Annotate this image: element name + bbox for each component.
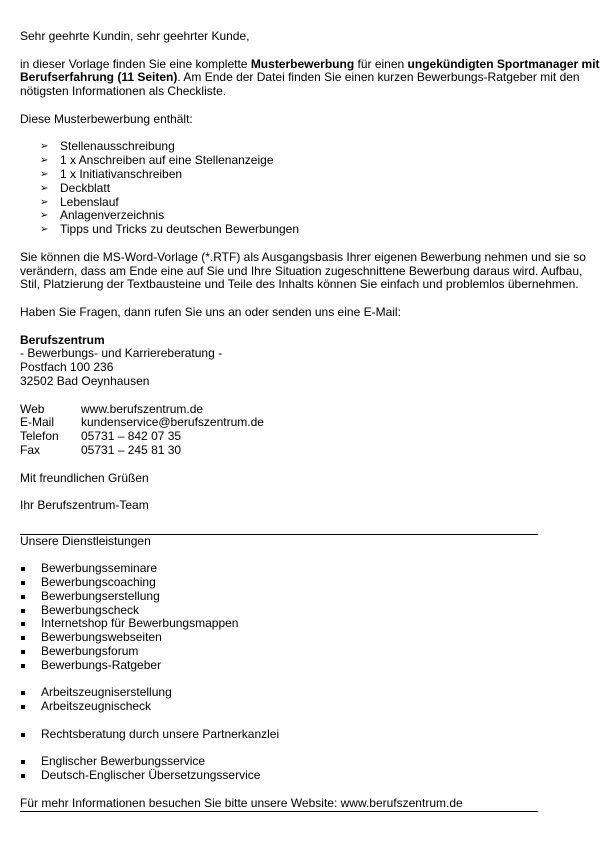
services-list-certificates xyxy=(20,686,600,714)
fax-value: 05731 – 245 81 30 xyxy=(81,442,182,457)
signature: Ihr Berufszentrum-Team xyxy=(20,498,149,513)
square-bullet-icon xyxy=(21,774,25,778)
square-bullet-icon xyxy=(21,622,25,626)
company-city: 32502 Bad Oeynhausen xyxy=(20,373,150,388)
square-bullet-icon xyxy=(21,705,25,709)
usage-paragraph: Sie können die MS-Word-Vorlage (*.RTF) als Ausgangsbasis Ihrer eigenen Bewerbung nehmen und sie so verändern, dass am Ende eine auf Sie und Ihre Situation zugeschnittene Bewerbung daraus wird. Aufbau, Stil, Platzierung der Textbausteine und Teile des Inhalts können Sie einfach und problemlos übernehmen. xyxy=(20,249,586,292)
list-item: Bewerbungs-Ratgeber xyxy=(20,659,600,673)
arrow-bullet-icon: ➢ xyxy=(40,155,49,167)
company-street: Postfach 100 236 xyxy=(20,360,114,375)
contact-label: E-Mail xyxy=(20,415,55,430)
services-heading: Unsere Dienstleistungen xyxy=(20,533,151,548)
list-item: Internetshop für Bewerbungsmappen xyxy=(20,617,600,631)
footer-divider xyxy=(20,811,538,812)
list-item: Englischer Bewerbungsservice xyxy=(20,755,600,769)
list-item: ➢ 1 x Anschreiben auf eine Stellenanzeige xyxy=(40,153,274,168)
square-bullet-icon xyxy=(21,609,25,613)
list-item: ➢ Anlagenverzeichnis xyxy=(40,208,165,223)
list-item: ➢ Deckblatt xyxy=(40,180,111,195)
services-list-legal xyxy=(20,728,600,742)
list-item: Bewerbungscoaching xyxy=(20,576,600,590)
square-bullet-icon xyxy=(21,581,25,585)
phone-value: 05731 – 842 07 35 xyxy=(81,429,182,444)
arrow-bullet-icon: ➢ xyxy=(40,210,49,222)
square-bullet-icon xyxy=(21,760,25,764)
intro-text-2: für einen xyxy=(354,56,408,71)
list-item: ➢ Stellenausschreibung xyxy=(40,139,175,154)
contact-row-web xyxy=(20,403,600,417)
closing: Mit freundlichen Grüßen xyxy=(20,470,149,485)
square-bullet-icon xyxy=(21,664,25,668)
list-item: Rechtsberatung durch unsere Partnerkanzlei xyxy=(20,728,600,742)
list-item: Bewerbungscheck xyxy=(20,604,600,618)
greeting: Sehr geehrte Kundin, sehr geehrter Kunde, xyxy=(20,29,250,43)
contents-list xyxy=(20,140,600,237)
arrow-bullet-icon: ➢ xyxy=(40,196,49,208)
contact-row-email xyxy=(20,416,600,430)
list-item: Bewerbungswebseiten xyxy=(20,631,600,645)
arrow-bullet-icon: ➢ xyxy=(40,141,49,153)
list-item: Bewerbungserstellung xyxy=(20,590,600,604)
list-item: Arbeitszeugniserstellung xyxy=(20,686,600,700)
intro-bold-1: Musterbewerbung xyxy=(250,56,355,71)
contact-row-fax xyxy=(20,444,600,458)
email-link[interactable]: kundenservice@berufszentrum.de xyxy=(81,415,264,430)
square-bullet-icon xyxy=(21,691,25,695)
services-list-main xyxy=(20,562,600,672)
services-list-english xyxy=(20,755,600,783)
questions-paragraph: Haben Sie Fragen, dann rufen Sie uns an oder senden uns eine E-Mail: xyxy=(20,304,401,319)
intro-text-1: in dieser Vorlage finden Sie eine komplette xyxy=(20,56,251,71)
intro-bold-2: ungekündigten Sportmanager mit Berufserfahrung (11 Seiten) xyxy=(20,56,600,85)
arrow-bullet-icon: ➢ xyxy=(40,168,49,180)
list-item: ➢ Lebenslauf xyxy=(40,194,119,209)
intro-text-3: . Am Ende der Datei finden Sie einen kurzen Bewerbungs-Ratgeber mit den nötigsten Informationen als Checkliste. xyxy=(20,70,580,99)
square-bullet-icon xyxy=(21,636,25,640)
intro-paragraph xyxy=(20,58,600,99)
list-item: Arbeitszeugnischeck xyxy=(20,700,600,714)
arrow-bullet-icon: ➢ xyxy=(40,224,49,236)
list-item: Bewerbungsseminare xyxy=(20,562,600,576)
list-item: Deutsch-Englischer Übersetzungsservice xyxy=(20,769,600,783)
square-bullet-icon xyxy=(21,733,25,737)
list-item: ➢ Tipps und Tricks zu deutschen Bewerbungen xyxy=(40,222,300,237)
contact-label: Telefon xyxy=(20,429,59,444)
list-item: Bewerbungsforum xyxy=(20,645,600,659)
contact-row-phone xyxy=(20,430,600,444)
square-bullet-icon xyxy=(21,595,25,599)
contents-heading: Diese Musterbewerbung enthält: xyxy=(20,111,193,126)
square-bullet-icon xyxy=(21,650,25,654)
web-link[interactable]: www.berufszentrum.de xyxy=(81,401,204,416)
contact-label: Web xyxy=(20,401,45,416)
arrow-bullet-icon: ➢ xyxy=(40,182,49,194)
contact-label: Fax xyxy=(20,442,41,457)
square-bullet-icon xyxy=(21,567,25,571)
footer-text: Für mehr Informationen besuchen Sie bitte unsere Website: www.berufszentrum.de xyxy=(20,795,463,810)
list-item: ➢ 1 x Initiativanschreiben xyxy=(40,166,183,181)
company-name: Berufszentrum xyxy=(20,332,105,347)
company-tagline: - Bewerbungs- und Karriereberatung - xyxy=(20,346,223,361)
